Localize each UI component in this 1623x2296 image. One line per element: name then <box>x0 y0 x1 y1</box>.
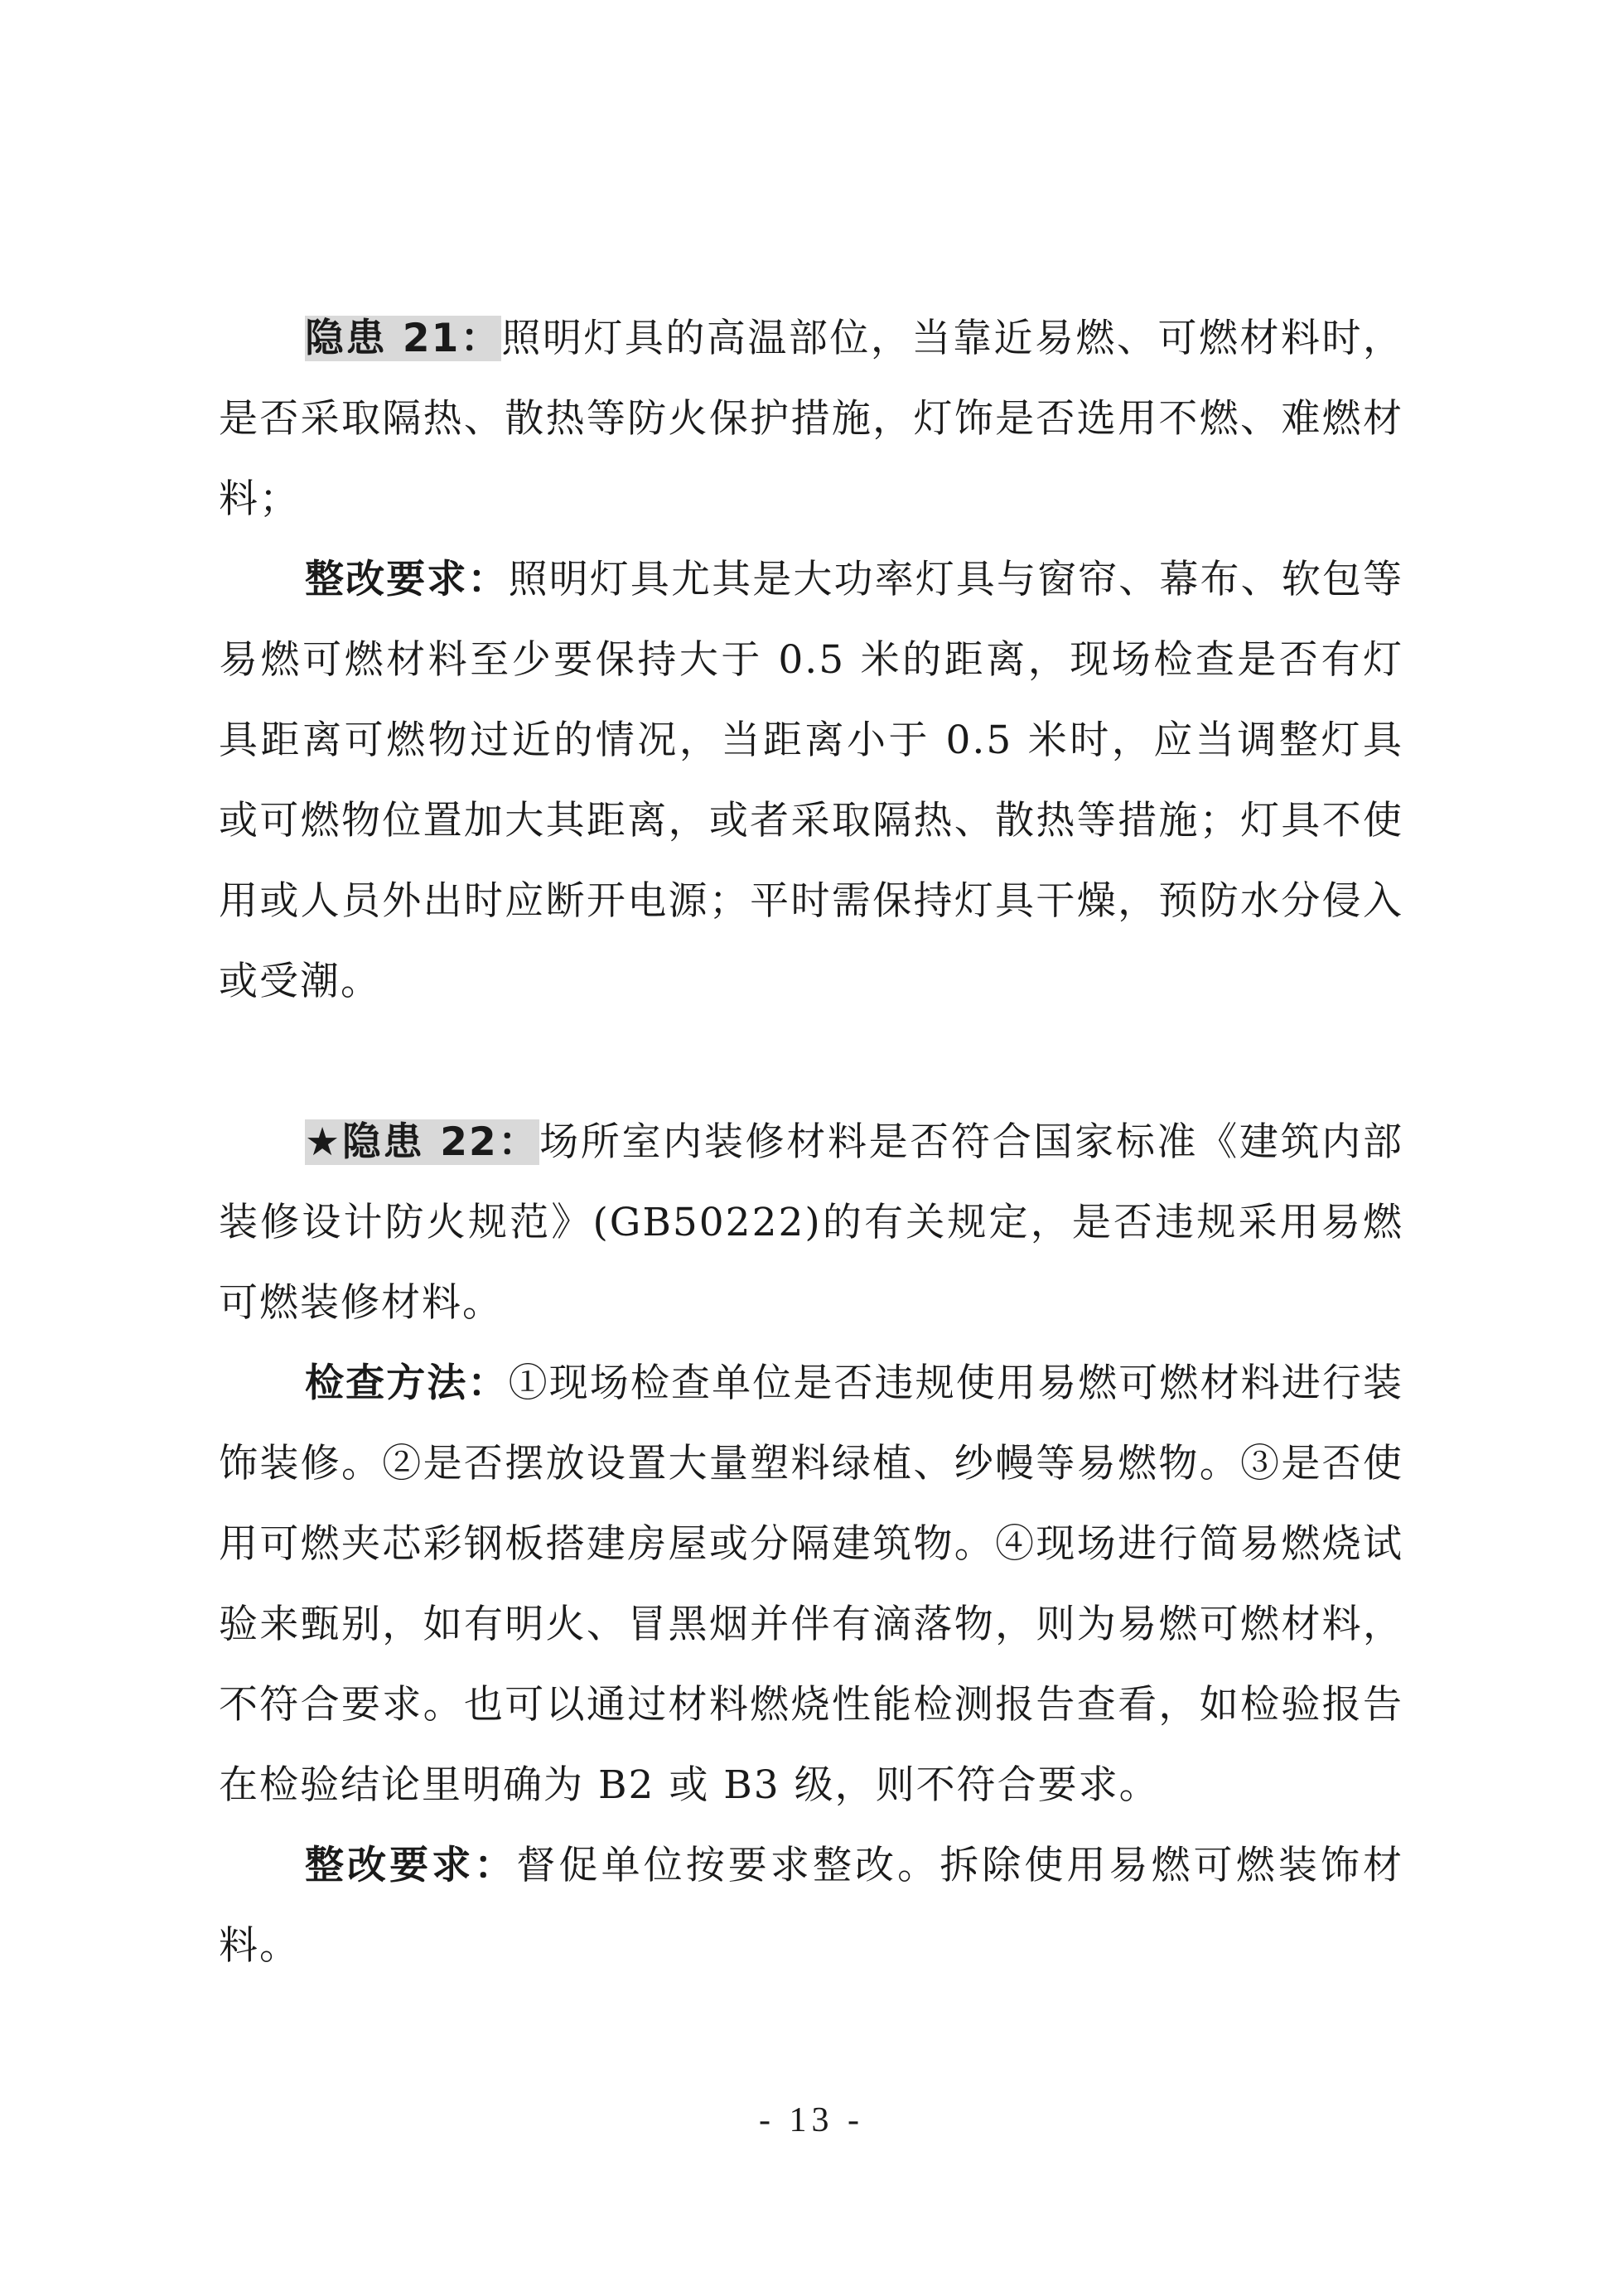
hazard-22-paragraph <box>219 1102 1403 1343</box>
hazard-22-text: 场所室内装修材料是否符合国家标准《建筑内部装修设计防火规范》(GB50222)的有关规定，是否违规采用易燃可燃装修材料。 <box>219 1119 1403 1326</box>
document-body <box>219 298 1403 1986</box>
rectification-22-text: 督促单位按要求整改。拆除使用易燃可燃装饰材料。 <box>219 1843 1404 1969</box>
rectification-22-label: 整改要求： <box>305 1843 517 1888</box>
section-gap <box>219 1022 1403 1102</box>
rectification-21-paragraph <box>219 539 1403 1022</box>
rectification-21-text: 照明灯具尤其是大功率灯具与窗帘、幕布、软包等易燃可燃材料至少要保持大于 0.5 米的距离，现场检查是否有灯具距离可燃物过近的情况，当距离小于 0.5 米时，应当调整灯具或可燃物位置加大其距离，或者采取隔热、散热等措施；灯具不使用或人员外出时应断开电源；平时需保持灯具干燥，预防水分侵入或受潮。 <box>219 557 1403 1004</box>
rectification-22-paragraph <box>219 1825 1403 1986</box>
page-number: - 13 - <box>759 2101 864 2139</box>
rectification-21-label: 整改要求： <box>305 557 509 602</box>
inspection-method-text: ①现场检查单位是否违规使用易燃可燃材料进行装饰装修。②是否摆放设置大量塑料绿植、纱幔等易燃物。③是否使用可燃夹芯彩钢板搭建房屋或分隔建筑物。④现场进行简易燃烧试验来甄别，如有明火、冒黑烟并伴有滴落物，则为易燃可燃材料，不符合要求。也可以通过材料燃烧性能检测报告查看，如检验报告在检验结论里明确为 B2 或 B3 级，则不符合要求。 <box>219 1361 1403 1808</box>
hazard-21-text: 照明灯具的高温部位，当靠近易燃、可燃材料时，是否采取隔热、散热等防火保护措施，灯饰是否选用不燃、难燃材料； <box>219 316 1403 522</box>
hazard-21-label: 隐患 21： <box>305 316 502 361</box>
hazard-21-paragraph <box>219 298 1403 539</box>
inspection-method-label: 检查方法： <box>305 1361 509 1406</box>
hazard-22-label: ★隐患 22： <box>305 1119 540 1165</box>
inspection-method-paragraph <box>219 1343 1403 1825</box>
